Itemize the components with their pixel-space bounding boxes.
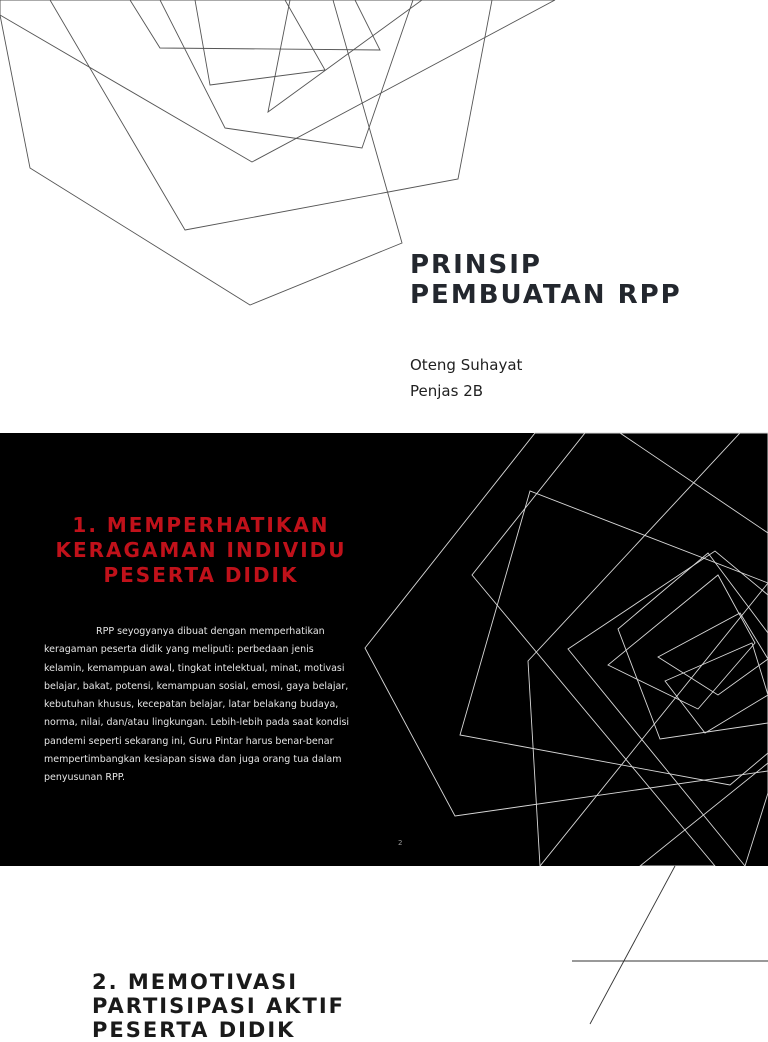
slide-title bbox=[92, 970, 345, 1042]
title-line: PRINSIP bbox=[410, 250, 542, 280]
title-line: 1. MEMPERHATIKAN bbox=[72, 513, 330, 537]
content-slide-partial bbox=[0, 866, 768, 1042]
decorative-line-art bbox=[0, 0, 768, 433]
title-line: PESERTA DIDIK bbox=[103, 563, 299, 587]
subtitle bbox=[410, 352, 522, 404]
page-number: 2 bbox=[398, 839, 403, 847]
slide-title bbox=[40, 513, 362, 588]
title-slide bbox=[0, 0, 768, 433]
course-name: Penjas 2B bbox=[410, 382, 484, 400]
body-paragraph: RPP seyogyanya dibuat dengan memperhatikan keragaman peserta didik yang meliputi: perbedaan jenis kelamin, kemampuan awal, tingkat intelektual, minat, motivasi belajar, bakat, potensi, kemampuan sosial, emosi, gaya belajar, kebutuhan khusus, kecepatan belajar, latar belakang budaya, norma, nilai, dan/atau lingkungan. Lebih-lebih pada saat kondisi pandemi seperti sekarang ini, Guru Pintar harus benar-benar mempertimbangkan kesiapan siswa dan juga orang tua dalam penyusunan RPP. bbox=[44, 626, 350, 784]
author-name: Oteng Suhayat bbox=[410, 356, 523, 374]
title-line: PARTISIPASI AKTIF bbox=[92, 994, 345, 1018]
presentation-title bbox=[410, 250, 682, 310]
title-line: PESERTA DIDIK bbox=[92, 1018, 296, 1042]
content-slide bbox=[0, 433, 768, 866]
title-line: PEMBUATAN RPP bbox=[410, 280, 682, 310]
title-line: KERAGAMAN INDIVIDU bbox=[55, 538, 347, 562]
title-line: 2. MEMOTIVASI bbox=[92, 970, 299, 994]
